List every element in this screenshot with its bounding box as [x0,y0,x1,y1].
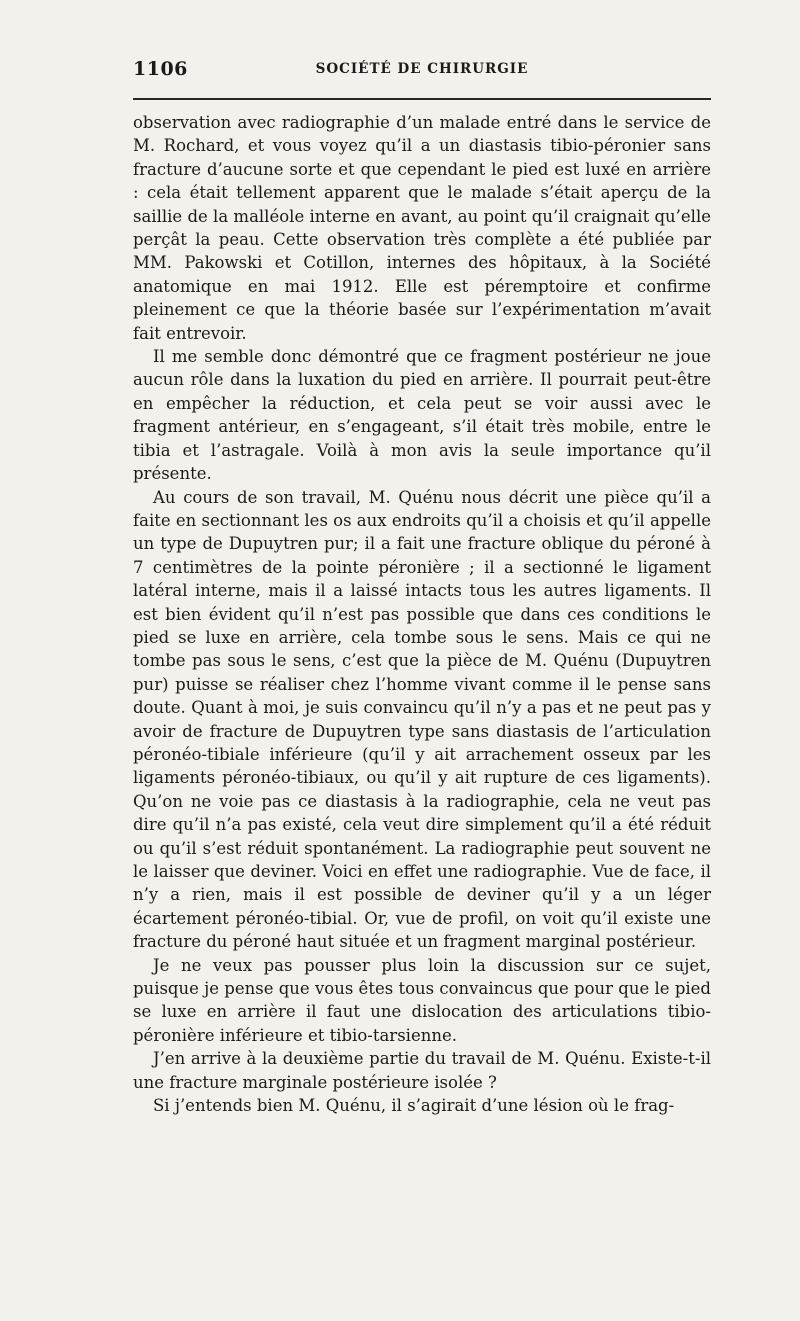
paragraph: Il me semble donc démontré que ce fragment postérieur ne joue aucun rôle dans la luxation du pied en arrière. Il pourrait peut-être en empêcher la réduction, et cela peut se voir aussi avec le fragment antérieur, en s’engageant, s’il était très mobile, entre le tibia et l’astragale. Voilà à mon avis la seule importance qu’il présente. [133,347,711,484]
page-number: 1106 [133,58,188,80]
page-header [133,58,711,88]
body-text [133,111,711,1117]
paragraph: J’en arrive à la deuxième partie du travail de M. Quénu. Existe-t-il une fracture marginale postérieure isolée ? [133,1049,711,1092]
running-title: SOCIÉTÉ DE CHIRURGIE [315,61,529,77]
paragraph: observation avec radiographie d’un malade entré dans le service de M. Rochard, et vous voyez qu’il a un diastasis tibio-péronier sans fracture d’aucune sorte et que cependant le pied est luxé en arrière : cela était tellement apparent que le malade s’était aperçu de la saillie de la malléole interne en avant, au point qu’il craignait qu’elle perçât la peau. Cette observation très complète a été publiée par MM. Pakowski et Cotillon, internes des hôpitaux, à la Société anatomique en mai 1912. Elle est péremptoire et confirme pleinement ce que la théorie basée sur l’expérimentation m’avait fait entrevoir. [133,113,711,343]
paragraph: Au cours de son travail, M. Quénu nous décrit une pièce qu’il a faite en sectionnant les os aux endroits qu’il a choisis et qu’il appelle un type de Dupuytren pur; il a fait une fracture oblique du péroné à 7 centimètres de la pointe péronière ; il a sectionné le ligament latéral interne, mais il a laissé intacts tous les autres ligaments. Il est bien évident qu’il n’est pas possible que dans ces conditions le pied se luxe en arrière, cela tombe sous le sens. Mais ce qui ne tombe pas sous le sens, c’est que la pièce de M. Quénu (Dupuytren pur) puisse se réaliser chez l’homme vivant comme il le pense sans doute. Quant à moi, je suis convaincu qu’il n’y a pas et ne peut pas y avoir de fracture de Dupuytren type sans diastasis de l’articulation péronéo-tibiale inférieure (qu’il y ait arrachement osseux par les ligaments péronéo-tibiaux, ou qu’il y ait rupture de ces ligaments). Qu’on ne voie pas ce diastasis à la radiographie, cela ne veut pas dire qu’il n’a pas existé, cela veut dire simplement qu’il a été réduit ou qu’il s’est réduit spontanément. La radiographie peut souvent ne le laisser que deviner. Voici en effet une radiographie. Vue de face, il n’y a rien, mais il est possible de deviner qu’il y a un léger écartement péronéo-tibial. Or, vue de profil, on voit qu’il existe une fracture du péroné haut située et un fragment marginal postérieur. [133,487,711,952]
paragraph: Je ne veux pas pousser plus loin la discussion sur ce sujet, puisque je pense que vous êtes tous convaincus que pour que le pied se luxe en arrière il faut une dislocation des articulations tibio-péronière inférieure et tibio-tarsienne. [133,955,711,1045]
paragraph: Si j’entends bien M. Quénu, il s’agirait d’une lésion où le frag- [153,1096,675,1116]
header-rule [133,98,711,100]
